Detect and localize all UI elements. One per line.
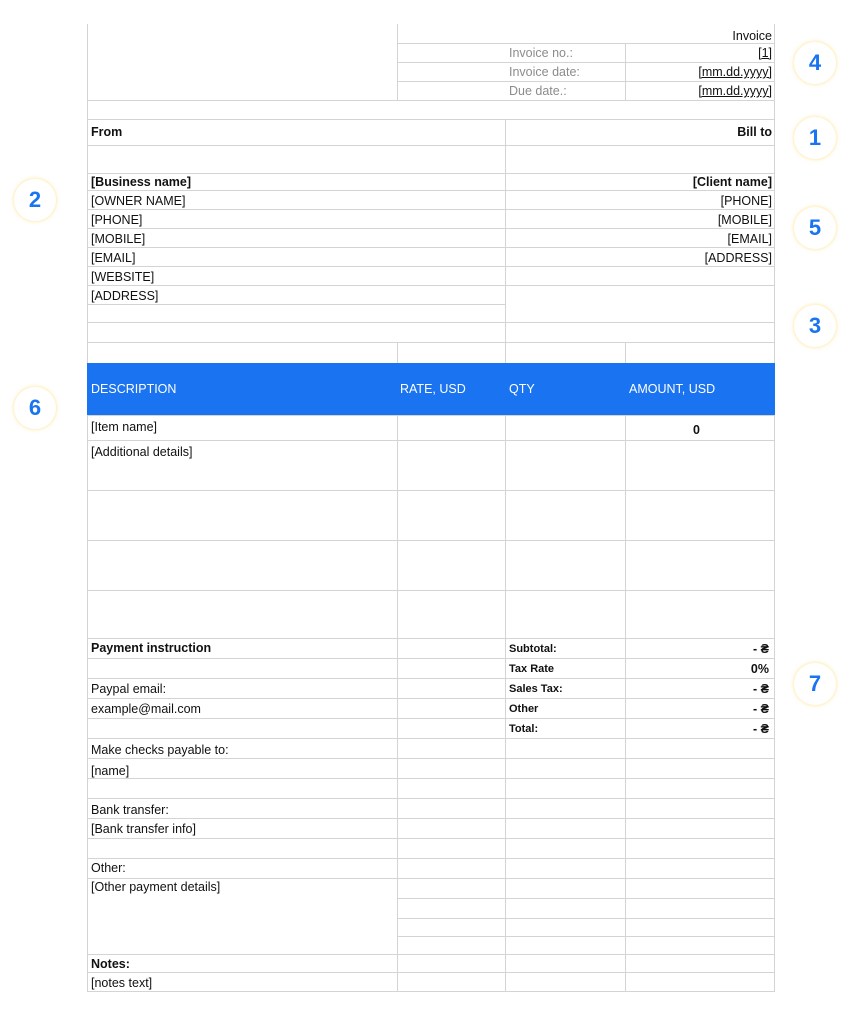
gridline	[397, 936, 775, 937]
from-address[interactable]: [ADDRESS]	[91, 289, 159, 303]
invoice-no-value[interactable]: [1]	[758, 46, 772, 60]
notes-text[interactable]: [notes text]	[91, 976, 153, 990]
bill-to-phone[interactable]: [PHONE]	[720, 194, 772, 208]
gridline	[87, 858, 775, 859]
gridline	[87, 228, 775, 229]
bank-transfer-info[interactable]: [Bank transfer info]	[91, 822, 196, 836]
gridline	[87, 638, 775, 639]
gridline	[87, 778, 775, 779]
other-payment-details[interactable]: [Other payment details]	[91, 880, 221, 894]
gridline	[397, 81, 775, 82]
subtotal-label: Subtotal:	[509, 643, 557, 655]
column-header-qty: QTY	[509, 382, 535, 396]
total-value: - ₴	[753, 722, 769, 736]
gridline	[87, 798, 775, 799]
gridline	[87, 322, 775, 323]
gridline	[87, 698, 775, 699]
gridline	[397, 898, 775, 899]
gridline	[87, 342, 775, 343]
gridline	[397, 62, 775, 63]
callout-badge: 7	[794, 663, 836, 705]
subtotal-value: - ₴	[753, 642, 769, 656]
other-total-value: - ₴	[753, 702, 769, 716]
gridline	[87, 678, 775, 679]
gridline	[505, 119, 506, 992]
item-amount: 0	[693, 423, 700, 437]
gridline	[87, 209, 775, 210]
gridline	[87, 954, 775, 955]
gridline	[87, 758, 775, 759]
callout-badge: 6	[14, 387, 56, 429]
paypal-email[interactable]: example@mail.com	[91, 702, 201, 716]
gridline	[87, 24, 88, 992]
from-phone[interactable]: [PHONE]	[91, 213, 143, 227]
owner-name[interactable]: [OWNER NAME]	[91, 194, 186, 208]
gridline	[87, 718, 775, 719]
bill-to-label: Bill to	[737, 125, 772, 139]
gridline	[87, 285, 775, 286]
invoice-title: Invoice	[732, 29, 772, 43]
from-email[interactable]: [EMAIL]	[91, 251, 136, 265]
gridline	[87, 304, 505, 305]
column-header-amount: AMOUNT, USD	[629, 382, 716, 396]
gridline	[87, 145, 775, 146]
from-mobile[interactable]: [MOBILE]	[91, 232, 146, 246]
due-date-label: Due date.:	[509, 84, 567, 98]
other-payment-label: Other:	[91, 861, 126, 875]
due-date-value[interactable]: [mm.dd.yyyy]	[698, 84, 772, 98]
item-name[interactable]: [Item name]	[91, 420, 157, 434]
gridline	[397, 24, 398, 100]
gridline	[87, 658, 775, 659]
gridline	[625, 342, 626, 992]
other-total-label: Other	[509, 703, 539, 715]
gridline	[87, 247, 775, 248]
gridline	[397, 342, 398, 992]
gridline	[87, 540, 775, 541]
tax-rate-value[interactable]: 0%	[750, 662, 769, 676]
callout-badge: 5	[794, 207, 836, 249]
item-additional-details[interactable]: [Additional details]	[91, 445, 193, 459]
gridline	[87, 991, 775, 992]
from-website[interactable]: [WEBSITE]	[91, 270, 155, 284]
callout-badge: 1	[794, 117, 836, 159]
invoice-no-label: Invoice no.:	[509, 46, 573, 60]
business-name[interactable]: [Business name]	[91, 175, 192, 189]
bill-to-email[interactable]: [EMAIL]	[727, 232, 772, 246]
callout-badge: 2	[14, 179, 56, 221]
gridline	[397, 918, 775, 919]
invoice-sheet	[87, 24, 775, 992]
from-label: From	[91, 125, 123, 139]
bank-transfer-label: Bank transfer:	[91, 803, 169, 817]
callout-badge: 4	[794, 42, 836, 84]
notes-label: Notes:	[91, 957, 130, 971]
payment-instruction-title: Payment instruction	[91, 641, 212, 655]
gridline	[87, 818, 775, 819]
gridline	[87, 972, 775, 973]
gridline	[87, 838, 775, 839]
client-name[interactable]: [Client name]	[692, 175, 772, 189]
invoice-date-value[interactable]: [mm.dd.yyyy]	[698, 65, 772, 79]
column-header-rate: RATE, USD	[400, 382, 466, 396]
sales-tax-label: Sales Tax:	[509, 683, 563, 695]
column-header-description: DESCRIPTION	[91, 382, 177, 396]
checks-payee[interactable]: [name]	[91, 764, 130, 778]
tax-rate-label: Tax Rate	[509, 663, 555, 675]
bill-to-mobile[interactable]: [MOBILE]	[717, 213, 772, 227]
gridline	[87, 100, 775, 101]
gridline	[87, 415, 775, 416]
gridline	[87, 266, 775, 267]
bill-to-address[interactable]: [ADDRESS]	[704, 251, 772, 265]
checks-label: Make checks payable to:	[91, 743, 229, 757]
gridline	[774, 24, 775, 992]
gridline	[87, 440, 775, 441]
total-label: Total:	[509, 723, 539, 735]
gridline	[87, 119, 775, 120]
callout-badge: 3	[794, 305, 836, 347]
invoice-date-label: Invoice date:	[509, 65, 580, 79]
gridline	[87, 490, 775, 491]
gridline	[87, 590, 775, 591]
sales-tax-value: - ₴	[753, 682, 769, 696]
paypal-label: Paypal email:	[91, 682, 167, 696]
gridline	[87, 738, 775, 739]
gridline	[625, 43, 626, 100]
gridline	[87, 190, 775, 191]
